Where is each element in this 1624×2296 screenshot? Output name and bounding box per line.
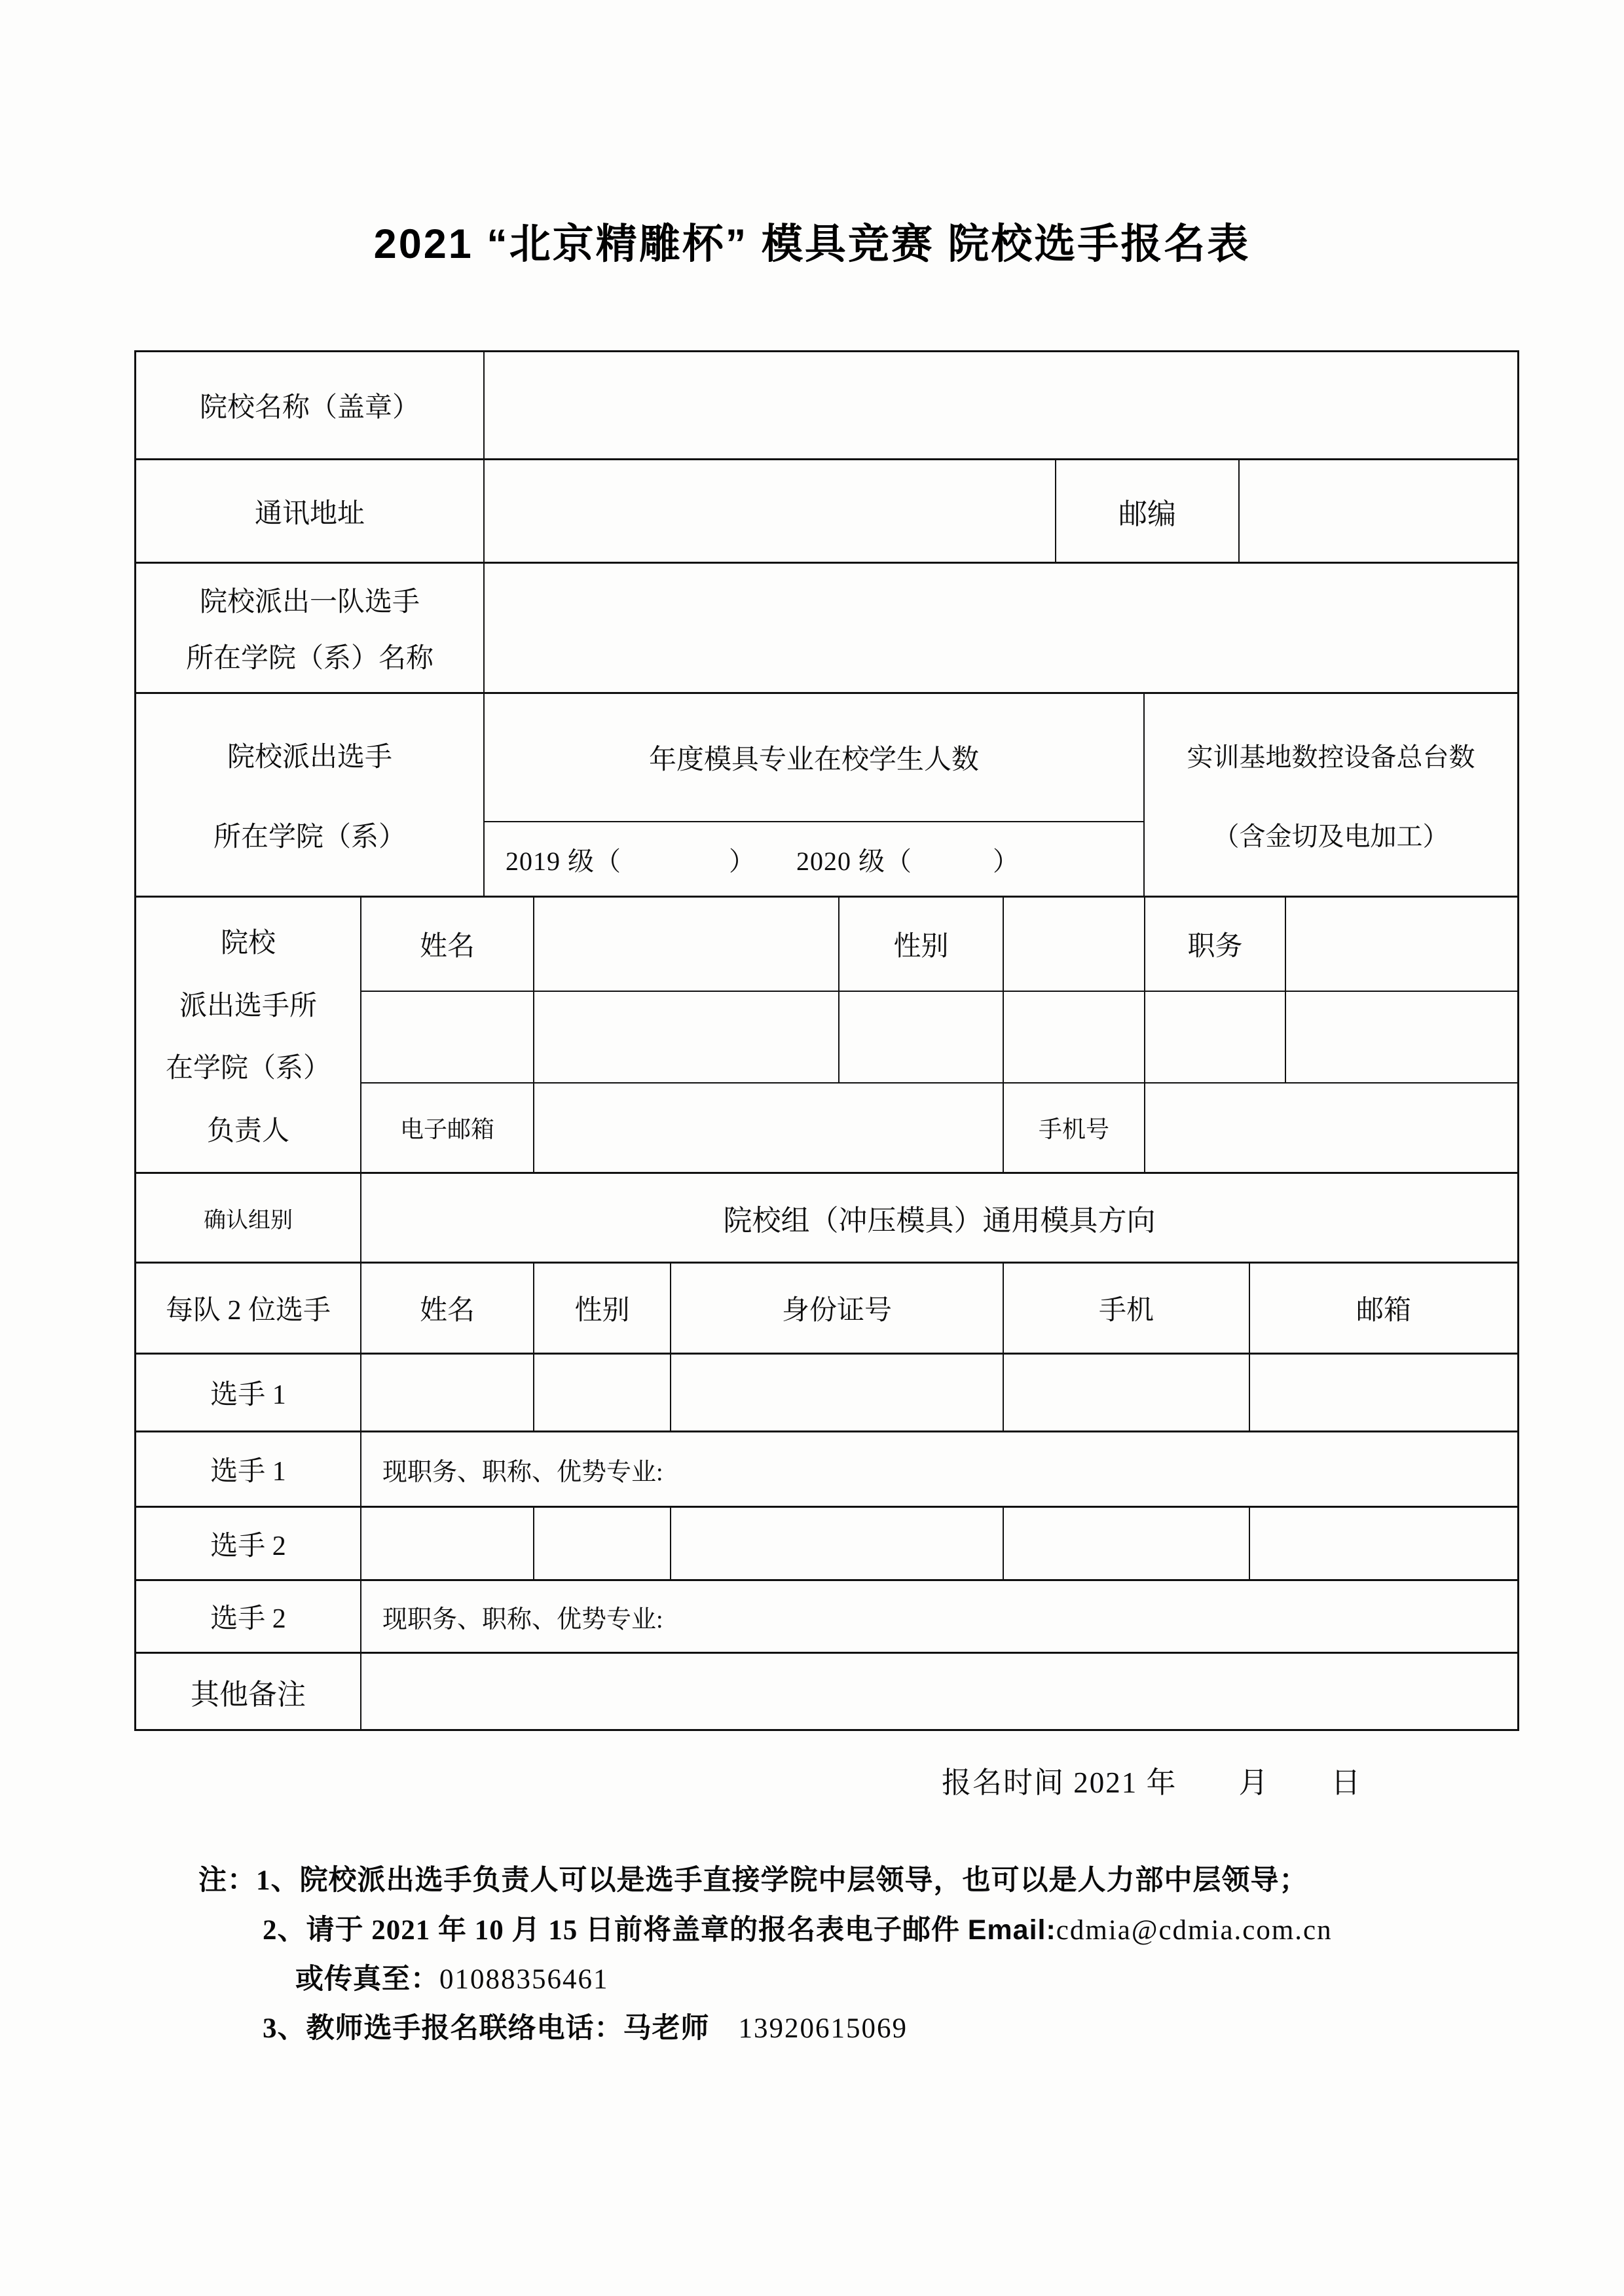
players-col-email: 邮箱: [1356, 1296, 1411, 1326]
address-input-cell: [485, 460, 1056, 562]
leader-extra-cell-1: [361, 992, 534, 1082]
player1-name-cell: [361, 1355, 534, 1430]
row-dept-students: [136, 694, 1517, 898]
leader-name-input-cell: [534, 898, 840, 991]
player1-idcard-cell: [671, 1355, 1004, 1430]
row-leader: [136, 898, 1517, 1174]
row-address: [136, 460, 1517, 564]
team-college-label-line2: 所在学院（系）名称: [185, 643, 434, 674]
leader-label-line3: 在学院（系）: [165, 1053, 331, 1084]
player2-email-cell: [1250, 1508, 1517, 1579]
player2-gender-cell: [534, 1508, 671, 1579]
team-college-label: [136, 564, 485, 692]
player1-gender-cell: [534, 1355, 671, 1430]
players-col-phone: 手机: [1004, 1264, 1250, 1353]
row-remarks: [136, 1654, 1517, 1729]
row-group: [136, 1174, 1517, 1264]
player1-duty-cell: 现职务、职称、优势专业:: [382, 1458, 663, 1486]
player1-email-cell: [1250, 1355, 1517, 1430]
row-player2-duty: [136, 1581, 1517, 1654]
fax-number: 01088356461: [439, 1964, 609, 1995]
remarks-label: 其他备注: [136, 1654, 361, 1729]
row-player1: [136, 1355, 1517, 1432]
leader-subgrid: [361, 898, 1517, 1172]
leader-extra-cell-5: [1145, 992, 1286, 1082]
registration-date-line: 报名时间 2021 年 月 日: [942, 1766, 1362, 1799]
row-players-header: [136, 1264, 1517, 1355]
leader-extra-cell-2: [534, 992, 840, 1082]
leader-extra-cell-4: [1004, 992, 1145, 1082]
players-col-gender: 性别: [534, 1264, 671, 1353]
equipment-label-line2: （含金切及电加工）: [1213, 822, 1449, 852]
group-label: 确认组别: [136, 1174, 361, 1262]
notes-block: [198, 1865, 1534, 2062]
note-line-3: [198, 1963, 1534, 1996]
leader-extra-cell-3: [840, 992, 1004, 1082]
email-label: Email:: [967, 1914, 1056, 1946]
form-title: 2021 “北京精雕杯” 模具竞赛 院校选手报名表: [373, 221, 1251, 267]
leader-mobile-input-cell: [1145, 1084, 1517, 1172]
leader-duty-label: 职务: [1145, 898, 1286, 991]
students-subcolumn: [485, 694, 1145, 896]
row-player1-duty: [136, 1432, 1517, 1508]
registration-form-table: [134, 350, 1519, 1731]
leader-gender-label: 性别: [840, 898, 1004, 991]
leader-email-input-cell: [534, 1084, 1004, 1172]
note-line-2: [198, 1914, 1534, 1947]
player2-idcard-cell: [671, 1508, 1004, 1579]
address-label: 通讯地址: [136, 460, 485, 562]
leader-label-line4: 负责人: [206, 1116, 289, 1147]
player1-phone-cell: [1004, 1355, 1250, 1430]
leader-label-line2: 派出选手所: [179, 991, 317, 1021]
contact-prefix: 3、教师选手报名联络电话：马老师: [263, 2013, 739, 2044]
group-value: 院校组（冲压模具）通用模具方向: [723, 1205, 1156, 1237]
dept-label-line1: 院校派出选手: [227, 742, 392, 773]
contact-phone: 13920615069: [738, 2013, 908, 2044]
note-line-1: 注：1、院校派出选手负责人可以是选手直接学院中层领导，也可以是人力部中层领导；: [198, 1865, 1308, 1896]
players-col-name: 姓名: [361, 1264, 534, 1353]
row-player2: [136, 1508, 1517, 1581]
email-value: cdmia@cdmia.com.cn: [1056, 1915, 1333, 1946]
team-college-label-line1: 院校派出一队选手: [199, 587, 420, 618]
students-count-label: 年度模具专业在校学生人数: [648, 745, 979, 775]
player1-label: 选手 1: [136, 1355, 361, 1430]
leader-label: [136, 898, 361, 1172]
leader-duty-input-cell: [1286, 898, 1517, 991]
school-name-input-cell: [485, 352, 1517, 458]
player2-duty-row-label: 选手 2: [136, 1581, 361, 1652]
fax-prefix: 或传真至：: [295, 1964, 439, 1995]
players-col-idcard: 身份证号: [671, 1264, 1004, 1353]
leader-label-line1: 院校: [220, 928, 276, 958]
dept-label: [136, 694, 485, 896]
player1-duty-row-label: 选手 1: [136, 1432, 361, 1506]
player2-duty-cell: 现职务、职称、优势专业:: [382, 1605, 663, 1633]
leader-gender-input-cell: [1004, 898, 1145, 991]
row-school-name: [136, 352, 1517, 460]
note-line-2-text: 2、请于 2021 年 10 月 15 日前将盖章的报名表电子邮件: [263, 1915, 968, 1946]
leader-extra-cell-6: [1286, 992, 1517, 1082]
dept-label-line2: 所在学院（系）: [213, 822, 406, 853]
player2-label: 选手 2: [136, 1508, 361, 1579]
row-team-college: [136, 564, 1517, 694]
leader-mobile-label: 手机号: [1004, 1084, 1145, 1172]
postcode-label: 邮编: [1056, 460, 1240, 562]
player2-name-cell: [361, 1508, 534, 1579]
postcode-input-cell: [1240, 460, 1517, 562]
note-line-4: [198, 2013, 1534, 2045]
equipment-label-line1: 实训基地数控设备总台数: [1187, 742, 1475, 772]
players-header-label: 每队 2 位选手: [136, 1264, 361, 1353]
remarks-input-cell: [361, 1654, 1517, 1729]
team-college-input-cell: [485, 564, 1517, 692]
leader-name-label: 姓名: [361, 898, 534, 991]
leader-email-label: 电子邮箱: [361, 1084, 534, 1172]
school-name-label: 院校名称（盖章）: [136, 352, 485, 458]
player2-phone-cell: [1004, 1508, 1250, 1579]
grades-input-cell: 2019 级（ ） 2020 级（ ）: [506, 846, 1020, 876]
equipment-label: [1145, 694, 1517, 896]
